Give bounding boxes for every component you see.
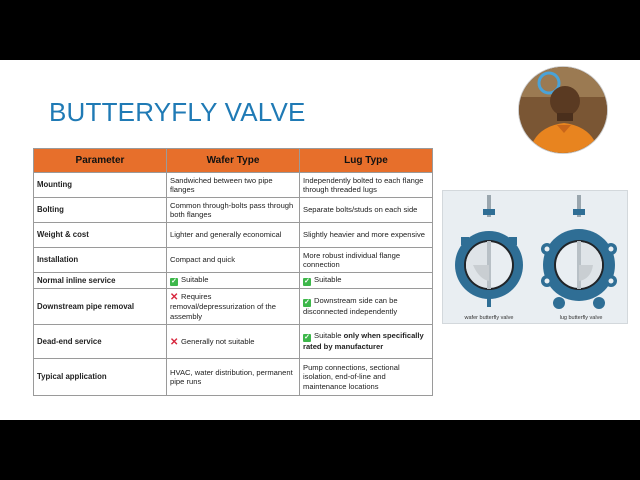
table-row bbox=[34, 289, 433, 325]
row-wafer-value-text: Suitable bbox=[181, 275, 209, 284]
slide bbox=[0, 60, 640, 420]
row-lug-value: Pump connections, sectional isolation, end-of-line and maintenance locations bbox=[300, 359, 433, 396]
row-lug-value bbox=[300, 289, 433, 325]
row-wafer-value: Sandwiched between two pipe flanges bbox=[167, 173, 300, 198]
row-lug-value: Slightly heavier and more expensive bbox=[300, 223, 433, 248]
header-parameter: Parameter bbox=[34, 149, 167, 173]
caption-lug-valve: lug butterfly valve bbox=[559, 315, 603, 321]
wafer-valve-icon bbox=[455, 195, 523, 307]
row-lug-value: Separate bolts/studs on each side bbox=[300, 198, 433, 223]
table-row bbox=[34, 198, 433, 223]
letterbox-bottom bbox=[0, 420, 640, 480]
table-header-row bbox=[34, 149, 433, 173]
cross-icon: ✕ bbox=[170, 292, 179, 304]
check-icon: ✓ bbox=[304, 278, 310, 285]
row-parameter: Weight & cost bbox=[34, 223, 167, 248]
row-wafer-value-text: Requires removal/depressurization of the assembly bbox=[170, 292, 276, 321]
row-lug-value-text: Downstream side can be disconnected independently bbox=[303, 296, 398, 317]
check-icon: ✓ bbox=[304, 334, 310, 342]
caption-wafer-valve: wafer butterfly valve bbox=[464, 315, 514, 321]
lug-valve-icon bbox=[541, 195, 617, 309]
row-lug-value: More robust individual flange connection bbox=[300, 248, 433, 273]
row-lug-value-emphasis: only when specifically rated by manufacturer bbox=[303, 331, 424, 352]
row-parameter: Bolting bbox=[34, 198, 167, 223]
row-lug-value: Independently bolted to each flange through threaded lugs bbox=[300, 173, 433, 198]
row-wafer-value bbox=[167, 325, 300, 359]
row-wafer-value: Common through-bolts pass through both flanges bbox=[167, 198, 300, 223]
butterfly-valve-icon bbox=[443, 191, 629, 325]
row-parameter: Typical application bbox=[34, 359, 167, 396]
table-row bbox=[34, 248, 433, 273]
row-lug-value-text: Suitable bbox=[314, 331, 344, 341]
row-wafer-value-text: Generally not suitable bbox=[181, 336, 255, 346]
row-lug-value bbox=[300, 325, 433, 359]
row-parameter: Normal inline service bbox=[34, 273, 167, 289]
row-wafer-value: Lighter and generally economical bbox=[167, 223, 300, 248]
row-parameter: Installation bbox=[34, 248, 167, 273]
row-lug-value-text: Suitable bbox=[314, 275, 342, 284]
row-wafer-value bbox=[167, 289, 300, 325]
row-wafer-value: HVAC, water distribution, permanent pipe runs bbox=[167, 359, 300, 396]
cross-icon: ✕ bbox=[170, 336, 179, 348]
presenter-photo-icon bbox=[519, 67, 608, 154]
row-wafer-value bbox=[167, 273, 300, 289]
presenter-avatar bbox=[518, 66, 608, 154]
header-wafer-type: Wafer Type bbox=[167, 149, 300, 173]
row-wafer-value: Compact and quick bbox=[167, 248, 300, 273]
row-parameter: Downstream pipe removal bbox=[34, 289, 167, 325]
table-row bbox=[34, 359, 433, 396]
table-row bbox=[34, 325, 433, 359]
letterbox-top bbox=[0, 0, 640, 60]
row-parameter: Dead-end service bbox=[34, 325, 167, 359]
row-parameter: Mounting bbox=[34, 173, 167, 198]
valve-illustration bbox=[442, 190, 628, 324]
check-icon: ✓ bbox=[304, 299, 310, 307]
table-row bbox=[34, 173, 433, 198]
slide-title: BUTTERYFLY VALVE bbox=[49, 97, 306, 127]
header-lug-type: Lug Type bbox=[300, 149, 433, 173]
table-row bbox=[34, 223, 433, 248]
row-lug-value bbox=[300, 273, 433, 289]
check-icon: ✓ bbox=[171, 278, 177, 285]
comparison-table bbox=[33, 148, 433, 396]
table-row bbox=[34, 273, 433, 289]
